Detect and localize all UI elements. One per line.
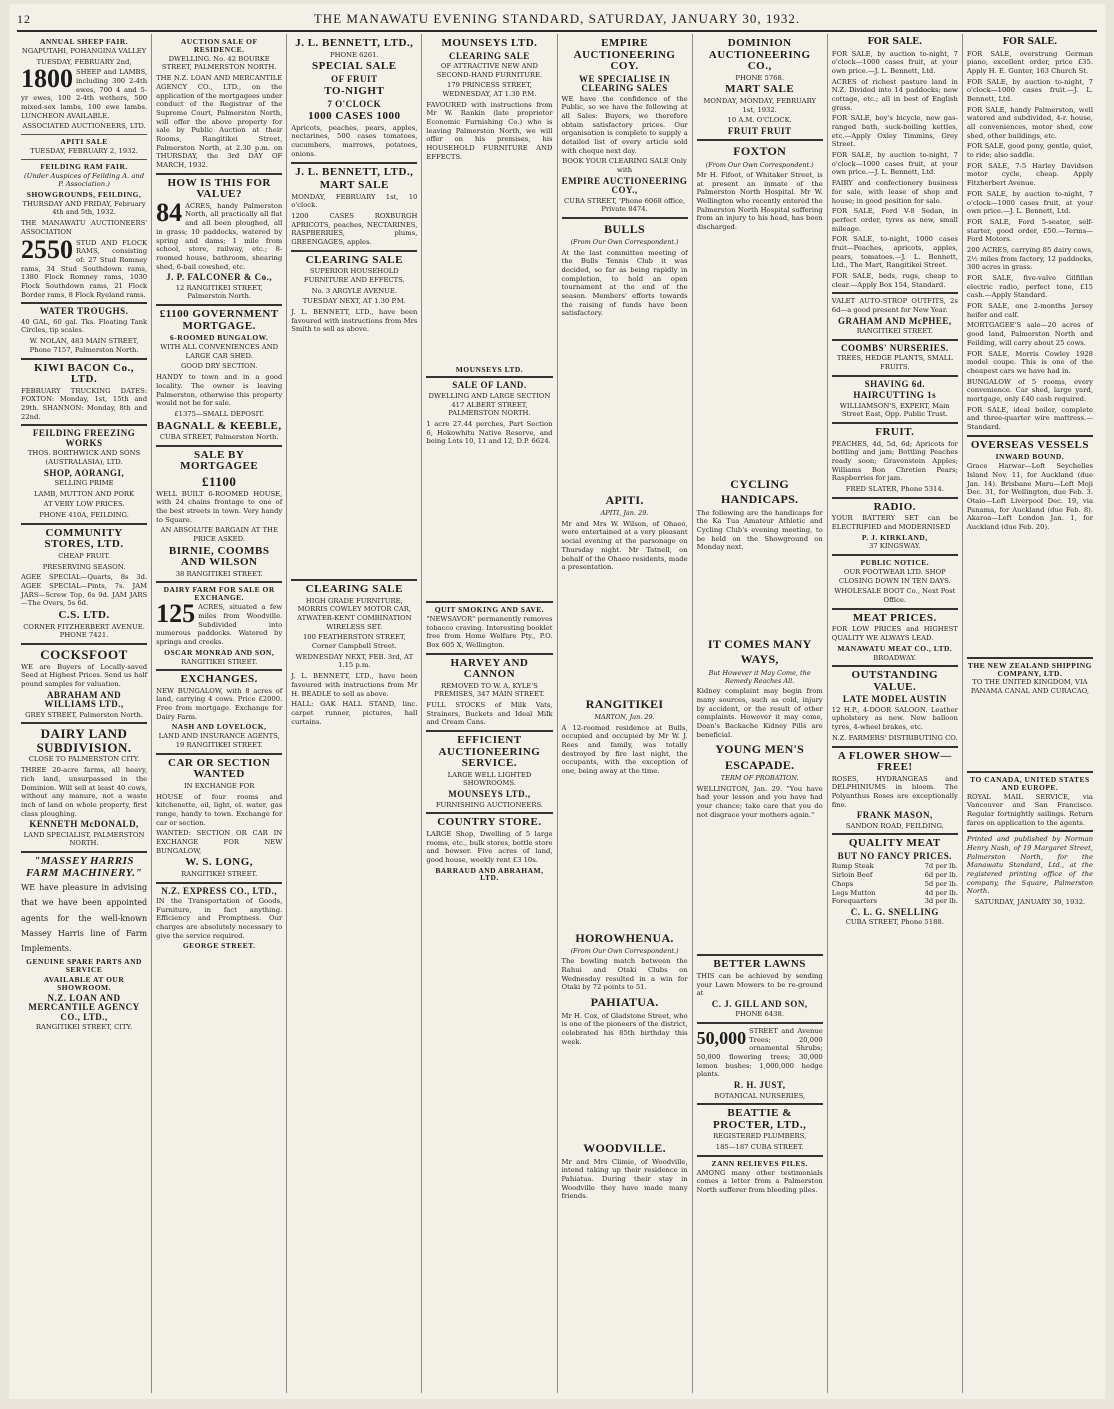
classified-item: FAIRY and confectionery business for sale, with lease of shop and house; in good position for sale. (831, 179, 958, 205)
column-2 (152, 34, 287, 1393)
ad-heading: J. L. BENNETT, LTD., (295, 165, 414, 178)
ad-text: STUD AND FLOCK RAMS, consisting of: 27 Stud Romney rams, 34 Stud Southdown rams, 1380 Flock Romney rams, 1030 Flock Southdown rams, 21 Flock Border rams, 8 Flock Ryeland rams. (21, 238, 148, 299)
price-value: 5d per lb. (924, 879, 958, 888)
ad-text: DWELLING. No. 42 BOURKE STREET, PALMERSTON NORTH. (161, 54, 277, 72)
ad-text: 179 PRINCESS STREET, WEDNESDAY, AT 1.30 P.M. (442, 81, 537, 99)
classified-item: FOR SALE, one 2-months Jersey heifer and calf. (966, 302, 1093, 319)
ad-text: 185—187 CUBA STREET. (715, 1143, 804, 1152)
ad-text: J. L. BENNETT, LTD., have been favoured with instructions from Mr H. BEADLE to sell as above. (291, 672, 418, 698)
ad-text: FULL STOCKS of Milk Vats, Strainers, Buckets and Ideal Milk and Cream Cans. (426, 701, 553, 727)
price-item: Chops (831, 879, 854, 888)
article-text: Kidney complaint may begin from many sources, such as cold, injury by accident, or the result of other complaints. However it may come, Doan's Backache Kidney Pills are beneficial. (696, 687, 823, 739)
ad-text: NGAPUTAHI, POHANGINA VALLEY (21, 46, 147, 55)
ad-heading: HARVEY AND CANNON (450, 656, 529, 681)
price-value: 7d per lb. (924, 862, 958, 871)
ad-heading: SHOWGROUNDS, FEILDING, (26, 189, 142, 199)
body-text-placeholder (291, 728, 417, 1088)
ad-text: STREET and Avenue Trees; 20,000 ornamental Shrubs; 50,000 flowering trees; 30,000 lemon bushes; 1,000,000 hedge plants. (696, 1027, 823, 1079)
ad-text: BROADWAY. (873, 653, 917, 662)
ad-text: ROYAL MAIL SERVICE, via Vancouver and San Francisco. Regular fortnightly sailings. Return fares on application to the agents. (966, 792, 1093, 827)
ad-text: OF ATTRACTIVE NEW AND SECOND-HAND FURNITURE. (436, 61, 543, 79)
ad-big-number: 2550 (21, 234, 73, 264)
ad-heading: EXCHANGES. (180, 673, 258, 686)
article-headline: FOXTON (733, 144, 787, 159)
ad-heading: HAIRCUTTING 1s (853, 390, 937, 401)
column-6 (693, 34, 828, 1393)
ad-heading: SPECIAL SALE (312, 60, 397, 73)
price-row (832, 880, 958, 889)
article-text: The following are the handicaps for the Ka Tua Amateur Athletic and Cycling Club's evening meeting, to be held on the Showground on Monday next. (696, 508, 823, 552)
ad-text: 12 RANGITIKEI STREET, Palmerston North. (175, 283, 263, 301)
ad-heading: J. L. BENNETT, LTD., (295, 37, 414, 49)
ad-heading: KIWI BACON Co., LTD. (34, 361, 134, 386)
ad-text: PEACHES, 4d, 5d, 6d; Apricots for bottling and jam; Bottling Peaches ready soon; Gravenstein Apples; Williams Bon Chretien Pears; Raspberries for jam. (831, 439, 958, 483)
ad-heading: £1100 GOVERNMENT MORTGAGE. (159, 308, 279, 332)
price-row (832, 889, 958, 898)
section-subhead: INWARD BOUND. (995, 452, 1065, 462)
ad-text: AT VERY LOW PRICES. (43, 500, 125, 509)
classified-item: FOR SALE, handy Palmerston, well watered and subdivided, 4-r. house, all conveniences, motor shed, cow shed, other buildings, etc. (966, 105, 1093, 140)
article-text: Grace Harwar—Left Seychelles Island Nov. 11, for Auckland (due Jan. 14). Brisbane Maru—Left Moji Dec. 31, for Wellington, due Feb. 3. Otaio—Left Liverpool Dec. 19, via Panama, for Auckland (due Feb. 8). Akaroa—Left London Jan. 1, for Auckland (due Feb. 20). (966, 462, 1093, 531)
article-headline: HOROWHENUA. (575, 930, 674, 945)
body-text-placeholder (426, 164, 552, 364)
body-text-placeholder (426, 448, 552, 598)
masthead-title: THE MANAWATU EVENING STANDARD, SATURDAY, JANUARY 30, 1932. (313, 11, 801, 26)
ad-text: SELLING PRIME (54, 479, 114, 488)
article-subhead: TERM OF PROBATION. (720, 774, 799, 783)
ad-text: FRED SLATER, Phone 5314. (845, 484, 944, 493)
ad-agent: BAGNALL & KEEBLE, (156, 419, 282, 432)
ad-heading: RADIO. (873, 500, 917, 513)
article-headline: IT COMES MANY WAYS, (707, 637, 812, 667)
ad-text: LARGE WELL LIGHTED SHOWROOMS. (447, 770, 532, 788)
ad-agent: J. P. FALCONER & Co., (166, 272, 273, 283)
ad-heading: EFFICIENT AUCTIONEERING SERVICE. (438, 734, 541, 770)
ad-agent: MOUNSEYS LTD. (455, 364, 524, 374)
article-headline: APITI. (605, 493, 644, 508)
ad-text: Apricots, peaches, pears, apples, nectarines, 500 cases tomatoes, cucumbers, marrows, potatoes, onions. (291, 123, 418, 158)
ad-heading: WATER TROUGHS. (39, 306, 129, 317)
ad-text: HOUSE of four rooms and kitchenette, oil, light, el. water, gas range, handy to town. Exchange for car or section. (156, 792, 283, 827)
newspaper-page (9, 4, 1105, 1399)
masthead (17, 8, 1097, 32)
body-text-placeholder (697, 554, 823, 634)
article-subhead: (From Our Own Correspondent.) (570, 947, 679, 956)
ad-text: 12 H.P., 4-DOOR SALOON. Leather upholstery as new. New balloon tyres, 4-wheel brakes, etc. (831, 705, 958, 732)
ad-heading: AUCTION SALE OF RESIDENCE. (180, 37, 258, 54)
ad-text: SUPERIOR HOUSEHOLD FURNITURE AND EFFECTS. (303, 267, 405, 284)
ad-text: CLOSE TO PALMERSTON CITY. (28, 755, 140, 764)
ad-text: No. 3 ARGYLE AVENUE. (311, 286, 398, 295)
ad-text: WE have the confidence of the Public, so we have the following at all Sales: Buyers, we therefore obtain satisfactory prices. Our organisation is complete to supply a detailed list of every article sold with cheque next day. (561, 94, 688, 155)
ad-text: PHONE 6261. (330, 50, 379, 59)
body-text-placeholder (562, 320, 688, 490)
article-headline: PAHIATUA. (590, 995, 659, 1010)
article-text: Mr and Mrs Climie, of Woodville, intend taking up their residence in Pahiatua. During their stay in Woodville they have made many friends. (561, 1157, 688, 1201)
column-1 (17, 34, 152, 1393)
ad-agent: KENNETH McDONALD, (29, 819, 139, 830)
ad-text: NEW BUNGALOW, with 8 acres of land, carrying 4 cows. Price £2000. Free from mortgage. Exchange for Dairy Farm. (156, 686, 283, 721)
ad-heading: 6-ROOMED BUNGALOW. (170, 333, 269, 343)
price-item: Rump Steak (831, 862, 874, 871)
ad-heading: 1000 CASES 1000 (308, 110, 401, 123)
price-item: Forequarters (831, 897, 877, 906)
article-text: At the last committee meeting of the Bulls Tennis Club it was decided, so far as being rapidly in completion, to hold an open tournament at the end of the season. Members' efforts towards the raising of funds have been satisfactory. (561, 248, 688, 318)
ad-big-number: 84 (156, 197, 183, 227)
classified-item: FOR SALE, overstrung German piano, excellent order, price £35. Apply H. E. Gunter, 163 Church St. (966, 49, 1093, 75)
ad-agent: C. J. GILL AND SON, (711, 998, 808, 1009)
article-headline: YOUNG MEN'S ESCAPADE. (715, 742, 805, 772)
ad-heading: £1100 (202, 473, 237, 489)
ad-text: THE MANAWATU AUCTIONEERS' ASSOCIATION (21, 219, 148, 236)
classified-item: FOR SALE, five-valve Gilfillan electric radio, perfect tone, £15 cash.—Apply Standard. (966, 274, 1093, 300)
ad-text: AGEE SPECIAL—Quarts, 8s 3d. AGEE SPECIAL—Pints, 7s. JAM JARS—Screw Top, 6s 9d. JAM JARS—The Overs, 5s 6d. (21, 573, 148, 608)
ad-text: GREY STREET, Palmerston North. (25, 710, 143, 719)
classified-item: MORTGAGEE'S sale—20 acres of good land, Palmerston North and Feilding, will carry about 25 cows. (966, 321, 1093, 347)
classified-item: FOR SALE, boy's bicycle, new gas-ranged bath, suck-boiling kettles, etc.—Apply Oxley Timmins, Grey Street. (831, 114, 958, 149)
classified-item: FOR SALE, Morris Cowley 1928 model coupe. This is one of the cheapest cars we have had in. (966, 349, 1093, 375)
ad-heading: CAR OR SECTION WANTED (168, 756, 271, 781)
ad-text: RANGITIKEI STREET, CITY. (35, 1022, 133, 1031)
ad-text: BOTANICAL NURSERIES, (714, 1091, 806, 1100)
ad-heading: C.S. LTD. (58, 609, 110, 621)
ad-text: TUESDAY NEXT, AT 1.30 P.M. (302, 297, 406, 306)
section-head: OVERSEAS VESSELS (970, 438, 1090, 451)
ad-agent: W. NOLAN, 483 MAIN STREET, Phone 7157, Palmerston North. (29, 337, 139, 354)
ad-text: THE N.Z. LOAN AND MERCANTILE AGENCY CO., LTD., on the application of the mortgagees under conduct of the Registrar of the Supreme Court, Palmerston North, will offer the above property for sale by Public Auction at their Rooms, Rangitikei Street, Palmerston North, at 2.30 p.m. on THURSDAY, the 3rd DAY OF MARCH, 1932. (156, 74, 283, 169)
ad-big-number: 125 (156, 599, 196, 629)
ad-heading: SHOP, AORANGI, (43, 467, 125, 478)
ad-text: 100 FEATHERSTON STREET, Corner Campbell Street. (302, 633, 406, 651)
classified-item: FOR SALE, by auction to-night, 7 o'clock—1000 cases fruit.—J. L. Bennett, Ltd. (966, 77, 1093, 103)
ad-heading: "MASSEY HARRIS FARM MACHINERY." (26, 855, 143, 879)
price-item: Sirloin Beef (831, 871, 873, 880)
ad-heading: FRUIT. (875, 425, 915, 438)
ad-agent: N.Z. LOAN AND MERCANTILE AGENCY CO., LTD., (28, 992, 140, 1022)
ad-heading: N.Z. EXPRESS CO., LTD., (161, 885, 278, 896)
article-headline: BULLS (604, 221, 645, 236)
ad-text: HANDY to town and in a good locality. The owner is leaving Palmerston, otherwise this property would not be for sale. (156, 373, 283, 408)
ad-text: THURSDAY AND FRIDAY, February 4th and 5th, 1932. (22, 199, 146, 217)
price-row (832, 862, 958, 871)
ad-text: REGISTERED PLUMBERS, (713, 1132, 807, 1141)
ad-text: "NEWSAVOR" permanently removes tobacco craving. Interesting booklet free from Home Welfare Pty., P.O. Box 605 X, Wellington. (426, 614, 553, 649)
ad-agent: BARRAUD AND ABRAHAM, LTD. (435, 865, 544, 883)
classified-item: FOR SALE, Ford 5-seater, self-starter, good order, £50.—Terms—Ford Motors. (966, 217, 1093, 244)
classified-item: FOR SALE, to-night, 1000 cases fruit—Peaches, apricots, apples, pears, tomatoes.—J. L. Bennett, Ltd., The Mart, Rangitikei Street. (831, 235, 958, 270)
column-4 (422, 34, 557, 1393)
article-headline: WOODVILLE. (583, 1141, 666, 1156)
ad-text: 40 GAL, 60 gal. Tks. Floating Tank Circles, tip scales. (21, 317, 148, 335)
ad-heading: FEILDING FREEZING WORKS (32, 428, 136, 448)
ad-heading: DAIRY LAND SUBDIVISION. (36, 726, 132, 755)
ad-text: TO THE UNITED KINGDOM, VIA PANAMA CANAL AND CURACAO, (970, 678, 1090, 696)
ad-text: £1375—SMALL DEPOSIT. (174, 409, 265, 418)
section-head: FOR SALE. (1002, 37, 1058, 47)
ad-text: THREE 20-acre farms, all heavy, rich land, unsurpassed in the Dominion. Will sell at least 40 cows, without any manure, not a waste inch of land on whole property, first class ploughing. (21, 766, 148, 818)
column-3 (287, 34, 422, 1393)
column-7 (828, 34, 963, 1393)
classified-item: FOR SALE, 7-5 Harley Davidson motor cycle, cheap. Apply Fitzherbert Avenue. (966, 161, 1093, 188)
ad-heading: TO CANADA, UNITED STATES AND EUROPE. (970, 774, 1090, 792)
ad-text: RANGITIKEI STREET. (181, 657, 258, 666)
price-row (832, 897, 958, 906)
ad-heading: CLEARING SALE (305, 253, 403, 266)
ad-heading: DOMINION AUCTIONEERING CO., (708, 37, 811, 73)
ad-heading: LATE MODEL AUSTIN (842, 694, 947, 705)
article-text: Mr and Mrs W. Wilson, of Ohaeo, were entertained at a very pleasant social evening at the parsonage on Thursday night. Mr Tatnell, on behalf of the Ohaeo residents, made a presentation. (561, 519, 688, 572)
ad-text: HALL: OAK HALL STAND, linc. carpet runner, pictures, hall curtains. (291, 700, 418, 726)
ad-text: 1200 CASES ROXBURGH APRICOTS, peaches, NECTARINES, RASPBERRIES, plums, GREENGAGES, apples. (291, 211, 418, 247)
classified-item: FOR SALE, by auction to-night, 7 o'clock—1000 cases fruit, at your own price.—J. L. Bennett, Ltd. (831, 49, 958, 75)
ad-heading: MEAT PRICES. (852, 611, 937, 624)
ad-heading: HOW IS THIS FOR VALUE? (167, 176, 271, 201)
ad-text: WANTED: SECTION OR CAR IN EXCHANGE FOR NEW BUNGALOW, (156, 829, 283, 855)
ad-big-number: 50,000 (696, 1028, 747, 1048)
section-head: FOR SALE. (867, 37, 923, 47)
ad-agent: P. J. KIRKLAND, (861, 532, 928, 542)
ad-heading: SHAVING 6d. (864, 378, 925, 389)
body-text-placeholder (562, 574, 688, 694)
ad-text: CUBA STREET, Phone 5188. (845, 918, 944, 927)
ad-text: TUESDAY, FEBRUARY 2nd, (36, 57, 132, 66)
ad-heading: MOUNSEYS LTD. (441, 37, 538, 49)
ad-heading: BETTER LAWNS (713, 958, 806, 971)
ad-text: WITH ALL CONVENIENCES AND LARGE CAR SHED. (160, 343, 279, 360)
article-subhead: MARTON, Jan. 29. (594, 713, 655, 722)
ad-text: FURNISHING AUCTIONEERS. (435, 800, 544, 809)
ad-text: MONDAY, FEBRUARY 1st, 10 o'clock. (291, 192, 418, 210)
ad-text: THIS can be achieved by sending your Lawn Mowers to be re-ground at (696, 971, 823, 998)
ad-text: BOOK YOUR CLEARING SALE Only with (562, 157, 687, 175)
ad-text: YOUR BATTERY SET can be ELECTRIFIED and MODERNISED (831, 514, 958, 531)
article-subhead: (From Our Own Correspondent.) (705, 160, 814, 169)
article-headline: CYCLING HANDICAPS. (721, 476, 799, 507)
ad-text: AN ABSOLUTE BARGAIN AT THE PRICE ASKED. (160, 526, 278, 543)
article-text: Mr H. Cox, of Gladstone Street, who is one of the pioneers of the district, celebrated his 85th birthday this week. (561, 1011, 688, 1046)
ad-agent: BIRNIE, COOMBS AND WILSON (168, 544, 270, 569)
ad-agent: GEORGE STREET. (182, 941, 256, 951)
ad-text: MONDAY, MONDAY, FEBRUARY 1st, 1932. (703, 96, 816, 114)
ad-heading: BEATTIE & PROCTER, LTD., (712, 1107, 807, 1131)
classified-item: BUNGALOW of 5 rooms, every convenience. Car shed, large yard, mortgage, only £40 cash required. (966, 377, 1093, 403)
ad-heading: MART SALE (725, 83, 795, 96)
ad-text: WEDNESDAY NEXT, FEB. 3rd, AT 1.15 p.m. (295, 652, 414, 670)
ad-heading: CLEARING SALE (305, 583, 403, 596)
ad-text: VALET AUTO-STROP OUTFITS, 2s 6d—a good present for New Year. (831, 297, 958, 315)
body-text-placeholder (291, 336, 417, 576)
ad-text: AMONG many other testimonials comes a letter from a Palmerston North sufferer from bleeding piles. (696, 1168, 823, 1194)
ad-text: PHONE 6438. (735, 1010, 784, 1019)
ad-heading: APITI SALE (60, 137, 108, 147)
ad-text: SANDON ROAD, FEILDING. (845, 821, 944, 830)
price-row (832, 871, 958, 880)
ad-heading: GENUINE SPARE PARTS AND SERVICE (26, 957, 142, 974)
page-number: 12 (17, 11, 31, 26)
price-item: Legs Mutton (831, 888, 876, 897)
ad-agent: OSCAR MONRAD AND SON, (164, 647, 275, 657)
body-text-placeholder (967, 698, 1093, 768)
ad-text: 1 acre 27.44 perches, Part Section 6, Hokowhitu Native Reserve, and being Lots 10, 11 and 12, D.P. 6624. (426, 419, 553, 446)
article-text: Mr H. Fifoot, of Whitaker Street, is at present an inmate of the Palmerston North Hospital. Mr W. Wellington who recently entered the Palmerston North Hospital suffering from an injury to his head, has been discharged. (696, 171, 823, 232)
price-value: 6d per lb. (924, 871, 958, 880)
ad-heading: DAIRY FARM FOR SALE OR EXCHANGE. (163, 585, 275, 603)
ad-text: 38 RANGITIKEI STREET. (175, 569, 263, 578)
ad-heading: AVAILABLE AT OUR SHOWROOM. (43, 974, 125, 992)
article-subhead: But However it May Come, the Remedy Reaches All. (708, 668, 811, 686)
ad-text: ACRES, handy Palmerston North, all practically all flat and all been ploughed, all in grass; 10 paddocks, watered by spring and dams; 1 mile from school, store, railway, etc.; 8-roomed house, bathroom, shearing shed, 6-bail cowshed, etc. (156, 201, 283, 271)
ad-text: WHOLESALE BOOT Co., Next Post Office. (834, 587, 956, 605)
ad-text: PHONE 410A, FEILDING. (39, 511, 129, 520)
classified-item: 200 ACRES, carrying 85 dairy cows, 2½ miles from factory, 12 paddocks, 300 acres in grass. (966, 245, 1093, 272)
ad-text: 10 A.M. O'CLOCK. (727, 116, 792, 125)
ad-heading: BUT NO FANCY PRICES. (837, 851, 952, 862)
column-5 (558, 34, 693, 1393)
ad-agent: MANAWATU MEAT CO., LTD. (837, 643, 953, 653)
ad-text: THOS. BORTHWICK AND SONS (AUSTRALASIA), LTD. (27, 449, 141, 466)
ad-heading: SALE BY MORTGAGEE (180, 448, 259, 473)
body-text-placeholder (562, 778, 688, 928)
ad-text: TUESDAY, FEBRUARY 2, 1932. (30, 146, 138, 155)
ad-text: LAMB, MUTTON AND PORK (34, 489, 135, 498)
ad-heading: FEILDING RAM FAIR. (40, 161, 128, 171)
ad-text: CUBA STREET, 'Phone 6068 office, Private 8474. (564, 196, 686, 214)
imprint-date: SATURDAY, JANUARY 30, 1932. (974, 898, 1086, 907)
article-text: The bowling match between the Rahui and Otaki Clubs on Wednesday resulted in a win for Otaki by 72 points to 51. (561, 957, 688, 992)
ad-text: FAVOURED with instructions from Mr W. Rankin (late proprietor Economic Furnishing Co.) who is leaving Palmerston North, we will offer on his premises, his HOUSEHOLD FURNITURE AND EFFECTS. (426, 100, 553, 161)
ad-heading: WE SPECIALISE IN CLEARING SALES (579, 73, 671, 94)
ad-heading: COCKSFOOT (40, 646, 128, 662)
ad-text: WE are Buyers of Locally-saved Seed at Highest Prices. Send us half pound samples for valuation. (21, 662, 148, 688)
ad-agent: ASSOCIATED AUCTIONEERS, LTD. (22, 122, 146, 131)
ad-text: J. L. BENNETT, LTD., have been favoured with instructions from Mrs Smith to sell as above. (291, 308, 418, 334)
ad-heading: COMMUNITY STORES, LTD. (44, 526, 124, 551)
column-8 (963, 34, 1097, 1393)
imprint: Printed and published by Norman Henry Nash, of 19 Margaret Street, Palmerston North, for the Manawatu Standard, Ltd., at the registered printing office of the company, the Square, Palmerston North. (966, 835, 1093, 896)
ad-text: DWELLING AND LARGE SECTION 417 ALBERT STREET, PALMERSTON NORTH. (428, 391, 551, 418)
article-subhead: (From Our Own Correspondent.) (570, 238, 679, 247)
article-text: WELLINGTON, Jan. 29. "You have had your lesson and you have had your chance; take care that you do not disgrace your mothers again." (696, 784, 823, 819)
article-text: A 12-roomed residence at Bulls, occupied and occupied by Mr W. J. Rees and family, was totally destroyed by fire last night, the occupants, with the exception of one, being away at the time. (561, 723, 688, 776)
ad-text: WILLIAMSON'S, EXPERT, Main Street East, Opp. Public Trust. (839, 401, 950, 419)
ad-text: ROSES, HYDRANGEAS and DELPHINIUMS in bloom. The Polyanthus Roses are exceptionally fine. (831, 774, 958, 809)
ad-heading: EMPIRE AUCTIONEERING COY. (573, 37, 676, 73)
article-headline: RANGITIKEI (585, 696, 664, 711)
ad-agent: NASH AND LOVELOCK, (171, 722, 267, 732)
ad-agent: FRANK MASON, (856, 810, 933, 821)
ad-heading: OF FRUIT (331, 73, 378, 84)
classified-item: FOR SALE, Ford V-8 Sedan, in perfect order, tyres as new, small mileage. (831, 207, 958, 233)
ad-text: LAND AND INSURANCE AGENTS, 19 RANGITIKEI STREET. (158, 732, 280, 750)
ad-text: FOR LOW PRICES and HIGHEST QUALITY WE ALWAYS LEAD. (831, 625, 958, 642)
ad-text: SHEEP and LAMBS, including 300 2-4th ewes, 700 4 and 5-yr ewes, 100 2-4th wethers, 500 mixed-sex lambs, 100 ewe lambs. LUNCHEON AVAILABLE. (21, 68, 148, 120)
ad-text: PRESERVING SEASON. (42, 562, 126, 571)
ad-heading: TO-NIGHT (324, 85, 385, 98)
ad-text: (Under Auspices of Feilding A. and P. Association.) (23, 171, 145, 189)
body-text-placeholder (697, 234, 823, 474)
ad-agent: W. S. LONG, (185, 856, 254, 869)
ad-agent: N.Z. FARMERS' DISTRIBUTING CO. (832, 733, 958, 742)
classified-item: FOR SALE, by auction to-night, 7 o'clock—1000 cases fruit, at your own price.—J. L. Bennett, Ltd. (966, 189, 1093, 216)
ad-text: PHONE 5768. (735, 73, 784, 82)
ad-heading: ANNUAL SHEEP FAIR. (39, 37, 129, 46)
ad-text: FEBRUARY TRUCKING DATES: FOXTON: Monday, 1st, 15th and 29th. SHANNON: Monday, 8th and 22nd. (21, 386, 148, 421)
ad-text: GOOD DRY SECTION. (180, 362, 258, 371)
ad-text: CORNER FITZHERBERT AVENUE. PHONE 7421. (23, 622, 145, 640)
ad-text: REMOVED TO W. A. KYLE'S PREMISES, 347 MAIN STREET. (434, 681, 545, 699)
classified-item: ACRES of richest pasture land in N.Z. Divided into 14 paddocks; new cottage, etc.; all in best of English grass. (831, 77, 958, 112)
ad-heading: ZANN RELIEVES PILES. (711, 1158, 808, 1168)
ad-agent: ABRAHAM AND WILLIAMS LTD., (44, 689, 124, 710)
ad-heading: A FLOWER SHOW—FREE! (837, 749, 952, 774)
ad-agent: EMPIRE AUCTIONEERING COY., (561, 175, 688, 196)
ad-text: ACRES, situated a few miles from Woodville. Subdivided into numerous paddocks. Watered by springs and creeks. (156, 603, 283, 646)
ad-agent: R. H. JUST, (733, 1080, 786, 1091)
ad-heading: MART SALE (319, 179, 389, 192)
body-text-placeholder (562, 1048, 688, 1138)
ad-text: IN EXCHANGE FOR (183, 781, 255, 790)
ad-heading: 7 O'CLOCK (327, 98, 382, 109)
ad-text: RANGITIKEI STREET. (181, 869, 258, 878)
ad-text: HIGH GRADE FURNITURE, MORRIS COWLEY MOTOR CAR, ATWATER-KENT COMBINATION WIRELESS SET. (297, 596, 412, 631)
price-value: 4d per lb. (924, 888, 958, 897)
body-text-placeholder (697, 821, 823, 951)
ad-text: CHEAP FRUIT. (58, 551, 110, 560)
ad-heading: COUNTRY STORE. (437, 816, 542, 829)
ad-text: TREES, HEDGE PLANTS, SMALL FRUITS. (836, 354, 953, 372)
ad-heading: SALE OF LAND. (452, 380, 527, 391)
ad-agent: MOUNSEYS LTD., (448, 789, 531, 800)
ad-heading: QUALITY MEAT (848, 837, 941, 850)
ad-heading: PUBLIC NOTICE. (860, 558, 930, 568)
ad-heading: QUIT SMOKING AND SAVE. (434, 604, 545, 614)
ad-text: RANGITIKEI STREET. (856, 327, 933, 336)
ad-heading: CLEARING SALE (449, 50, 530, 61)
ad-heading: THE NEW ZEALAND SHIPPING COMPANY, LTD. (967, 660, 1093, 678)
article-subhead: APITI, Jan. 29. (600, 509, 649, 518)
classified-item: FOR SALE, beds, rugs, cheap to clear.—Apply Box 154, Standard. (831, 272, 958, 289)
ad-heading: FRUIT FRUIT (727, 125, 792, 136)
ad-big-number: 1800 (21, 64, 73, 94)
ad-text: CUBA STREET, Palmerston North. (159, 433, 279, 442)
body-text-placeholder (967, 534, 1093, 654)
price-value: 3d per lb. (924, 897, 958, 906)
ad-agent: GRAHAM AND McPHEE, (837, 315, 952, 326)
ad-text: LAND SPECIALIST, PALMERSTON NORTH. (23, 830, 145, 848)
ad-heading: OUTSTANDING VALUE. (851, 669, 939, 693)
ad-text: IN the Transportation of Goods, Furniture, in fact anything. Efficiency and Promptness. Our charges are absolutely necessary to give the service required. (156, 897, 283, 940)
ad-text: LARGE Shop, Dwelling of 5 large rooms, etc., bulk stores, bottle store and bowser. Five acres of land, good house, weekly rent £3 10s. (426, 829, 553, 864)
ad-text: 37 KINGSWAY. (868, 542, 921, 551)
ad-text: OUR FOOTWEAR LTD. SHOP CLOSING DOWN IN TEN DAYS. (838, 567, 951, 585)
ad-heading: COOMBS' NURSERIES. (841, 342, 949, 353)
classified-item: FOR SALE, ideal boiler, complete and three-quarter wire mattress.—Standard. (966, 405, 1093, 432)
classified-item: FOR SALE, by auction to-night, 7 o'clock—1000 cases fruit, at your own price.—J. L. Bennett, Ltd. (831, 151, 958, 177)
ad-agent: C. L. G. SNELLING (850, 906, 939, 917)
ad-text: WELL BUILT 6-ROOMED HOUSE, with 24 chains frontage to one of the best streets in town. Very handy to Square. (156, 489, 283, 524)
ad-text: WE have pleasure in advising that we have been appointed agents for the well-known Massey Harris line of Farm Implements. (21, 883, 148, 953)
classified-item: FOR SALE, good pony, gentle, quiet, to ride; also saddle. (966, 142, 1093, 160)
